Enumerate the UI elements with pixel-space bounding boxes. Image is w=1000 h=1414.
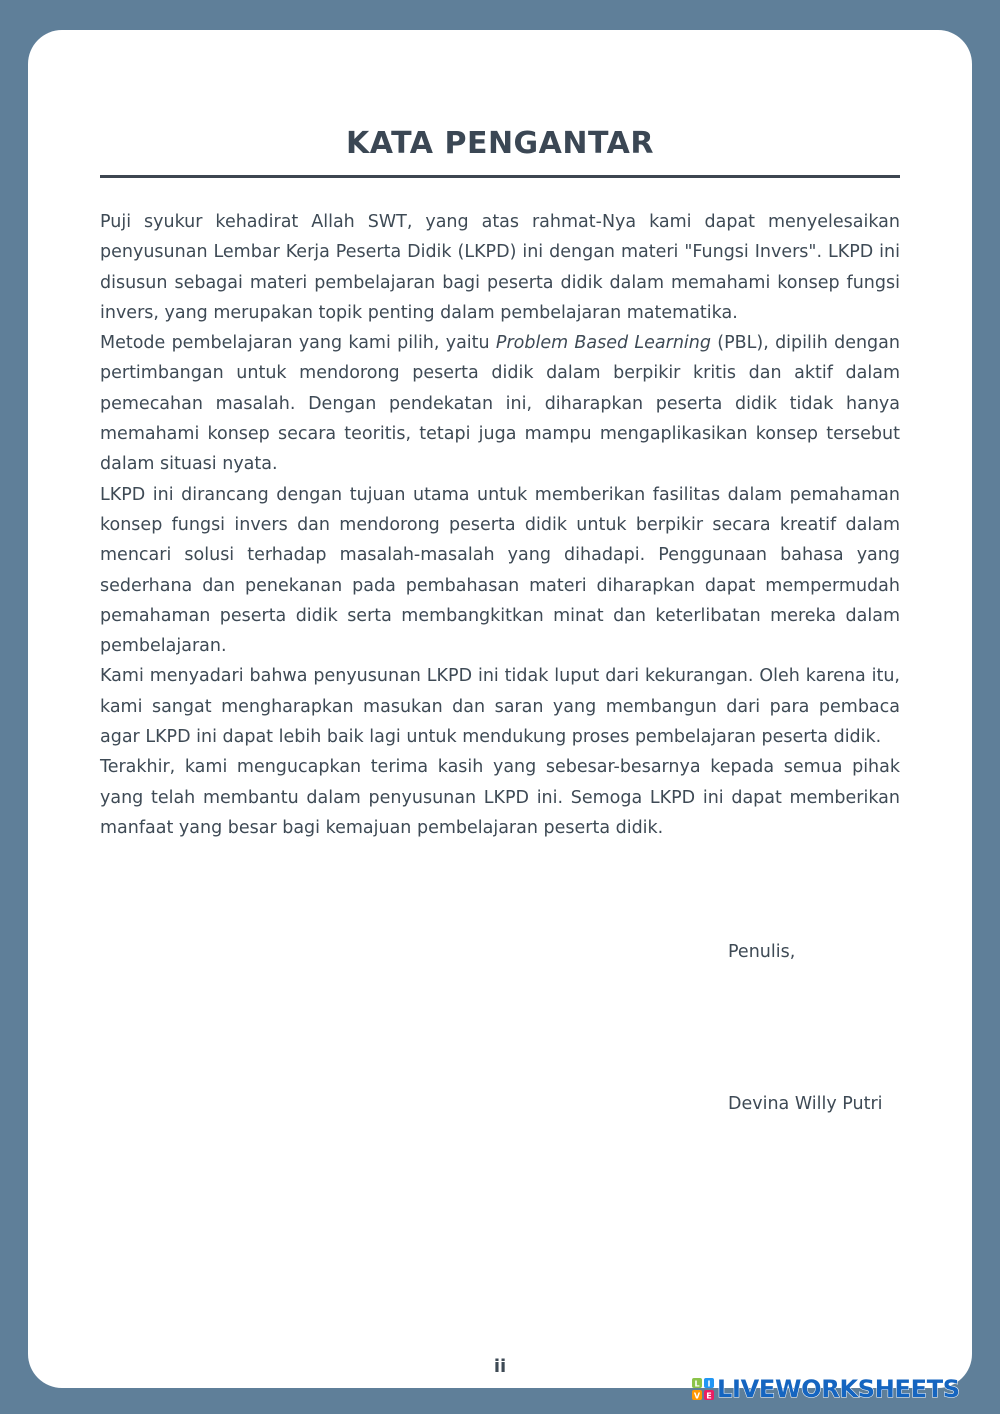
body-text [100,207,900,843]
svg-text:V: V [693,1391,701,1400]
author-name: Devina Willy Putri [728,1094,883,1114]
paragraph-2-text-end: (PBL), dipilih dengan pertimbangan untuk mendorong peserta didik dalam berpikir kritis dan aktif dalam pemecahan masalah. Dengan pendekatan ini, diharapkan peserta didik tidak hanya memahami konsep secara teoritis, tetapi juga mampu mengaplikasikan konsep tersebut dalam situasi nyata. [100,333,900,475]
liveworksheets-logo-icon [692,1378,714,1400]
paragraph-4 [100,661,900,752]
page-title: KATA PENGANTAR [346,126,654,161]
paragraph-5 [100,752,900,843]
title-divider [100,175,900,178]
paragraph-3 [100,480,900,662]
svg-text:I: I [707,1379,711,1389]
svg-text:E: E [706,1391,712,1400]
paragraph-1 [100,207,900,328]
page-number: ii [493,1356,507,1377]
liveworksheets-wordmark: LIVEWORKSHEETS [717,1375,960,1403]
paragraph-2-italic-term: Problem Based Learning [495,333,711,354]
paragraph-2 [100,328,900,479]
paragraph-5-text: Terakhir, kami mengucapkan terima kasih yang sebesar-besarnya kepada semua pihak yang telah membantu dalam penyusunan LKPD ini. Semoga LKPD ini dapat memberikan manfaat yang besar bagi kemajuan pembelajaran peserta didik. [100,757,900,838]
paragraph-2-text-start: Metode pembelajaran yang kami pilih, yaitu [100,333,496,354]
svg-text:L: L [694,1379,700,1389]
document-page [28,30,972,1388]
paragraph-1-text: Puji syukur kehadirat Allah SWT, yang atas rahmat-Nya kami dapat menyelesaikan penyusunan Lembar Kerja Peserta Didik (LKPD) ini dengan materi "Fungsi Invers". LKPD ini disusun sebagai materi pembelajaran bagi peserta didik dalam memahami konsep fungsi invers, yang merupakan topik penting dalam pembelajaran matematika. [100,212,900,323]
liveworksheets-watermark[interactable] [692,1376,960,1402]
paragraph-4-text: Kami menyadari bahwa penyusunan LKPD ini tidak luput dari kekurangan. Oleh karena itu, kami sangat mengharapkan masukan dan saran yang membangun dari para pembaca agar LKPD ini dapat lebih baik lagi untuk mendukung proses pembelajaran peserta didik. [100,666,900,748]
closing-label: Penulis, [728,942,796,962]
paragraph-3-text: LKPD ini dirancang dengan tujuan utama untuk memberikan fasilitas dalam pemahaman konsep fungsi invers dan mendorong peserta didik untuk berpikir secara kreatif dalam mencari solusi terhadap masalah-masalah yang dihadapi. Penggunaan bahasa yang sederhana dan penekanan pada pembahasan materi diharapkan dapat mempermudah pemahaman peserta didik serta membangkitkan minat dan keterlibatan mereka dalam pembelajaran. [100,484,900,657]
